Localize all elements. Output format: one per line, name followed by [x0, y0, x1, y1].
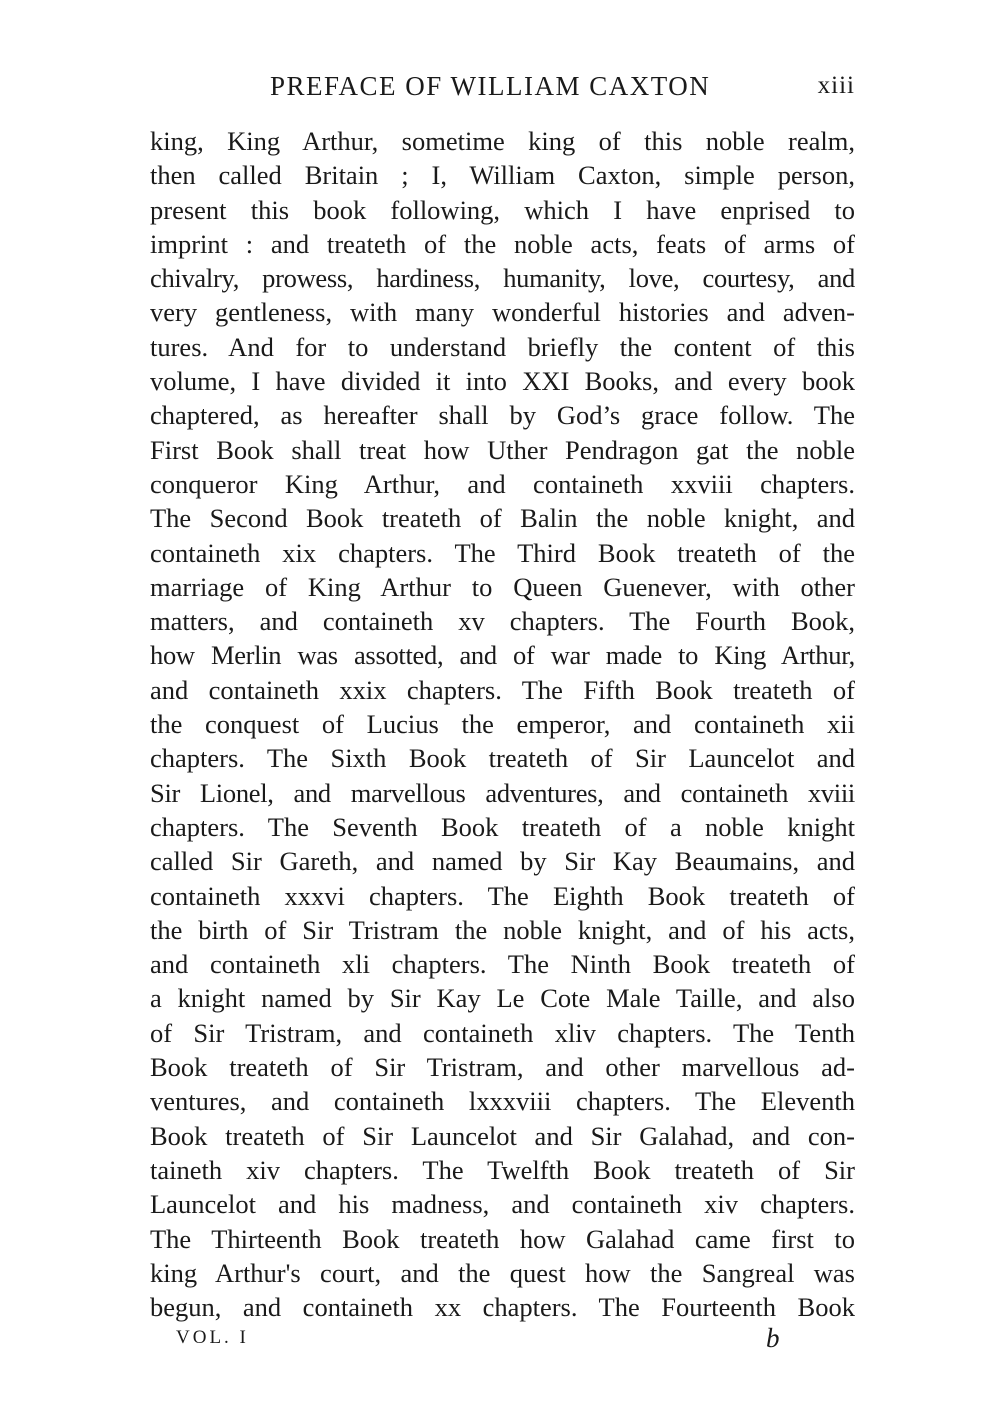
- text-line: chapters. The Sixth Book treateth of Sir Launcelot and: [150, 743, 855, 774]
- text-line: king, King Arthur, sometime king of this noble realm,: [150, 126, 855, 156]
- text-line: of Sir Tristram, and containeth xliv chapters. The Tenth: [150, 1017, 855, 1048]
- text-line: and containeth xli chapters. The Ninth Book treateth of: [150, 949, 855, 980]
- signature-mark: b: [766, 1323, 780, 1353]
- text-line: imprint : and treateth of the noble acts, feats of arms of: [150, 228, 855, 259]
- text-line: The Second Book treateth of Balin the noble knight, and: [150, 503, 855, 534]
- text-line: matters, and containeth xv chapters. The Fourth Book,: [150, 606, 855, 637]
- text-line: called Sir Gareth, and named by Sir Kay Beaumains, and: [150, 846, 855, 877]
- text-line: present this book following, which I have enprised to: [150, 194, 855, 225]
- text-line: Launcelot and his madness, and containeth xiv chapters.: [150, 1189, 855, 1220]
- text-line: then called Britain ; I, William Caxton, simple person,: [150, 160, 855, 191]
- text-line: the birth of Sir Tristram the noble knight, and of his acts,: [150, 914, 855, 945]
- text-line: marriage of King Arthur to Queen Guenever, with other: [150, 571, 855, 602]
- text-line: how Merlin was assotted, and of war made to King Arthur,: [150, 640, 855, 671]
- volume-label: VOL. I: [176, 1327, 249, 1348]
- page-number: xiii: [817, 72, 855, 99]
- text-line: and containeth xxix chapters. The Fifth Book treateth of: [150, 674, 855, 705]
- text-line: the conquest of Lucius the emperor, and containeth xii: [150, 709, 855, 740]
- text-line: begun, and containeth xx chapters. The Fourteenth Book: [150, 1292, 855, 1323]
- text-line: taineth xiv chapters. The Twelfth Book treateth of Sir: [150, 1154, 855, 1185]
- text-line: ventures, and containeth lxxxviii chapters. The Eleventh: [150, 1086, 855, 1117]
- text-line: tures. And for to understand briefly the content of this: [150, 331, 855, 362]
- text-line: chivalry, prowess, hardiness, humanity, love, courtesy, and: [150, 263, 855, 294]
- text-line: chapters. The Seventh Book treateth of a noble knight: [150, 811, 855, 842]
- text-line: containeth xxxvi chapters. The Eighth Book treateth of: [150, 880, 855, 911]
- text-line: containeth xix chapters. The Third Book treateth of the: [150, 537, 855, 568]
- text-line: Book treateth of Sir Tristram, and other marvellous ad-: [150, 1052, 855, 1083]
- text-line: very gentleness, with many wonderful histories and adven-: [150, 297, 855, 328]
- text-line: conqueror King Arthur, and containeth xxviii chapters.: [150, 468, 855, 499]
- text-line: chaptered, as hereafter shall by God’s grace follow. The: [150, 400, 855, 431]
- text-line: king Arthur's court, and the quest how the Sangreal was: [150, 1257, 855, 1288]
- text-line: First Book shall treat how Uther Pendragon gat the noble: [150, 434, 855, 465]
- body-text: [150, 124, 855, 1324]
- text-line: a knight named by Sir Kay Le Cote Male Taille, and also: [150, 983, 855, 1014]
- text-line: Book treateth of Sir Launcelot and Sir Galahad, and con-: [150, 1120, 855, 1151]
- text-line: volume, I have divided it into XXI Books, and every book: [150, 366, 855, 397]
- text-line: The Thirteenth Book treateth how Galahad came first to: [150, 1223, 855, 1254]
- page-footer: [150, 1321, 855, 1355]
- running-header: [150, 66, 855, 106]
- text-line: Sir Lionel, and marvellous adventures, and containeth xviii: [150, 777, 855, 808]
- running-title: PREFACE OF WILLIAM CAXTON: [270, 71, 711, 101]
